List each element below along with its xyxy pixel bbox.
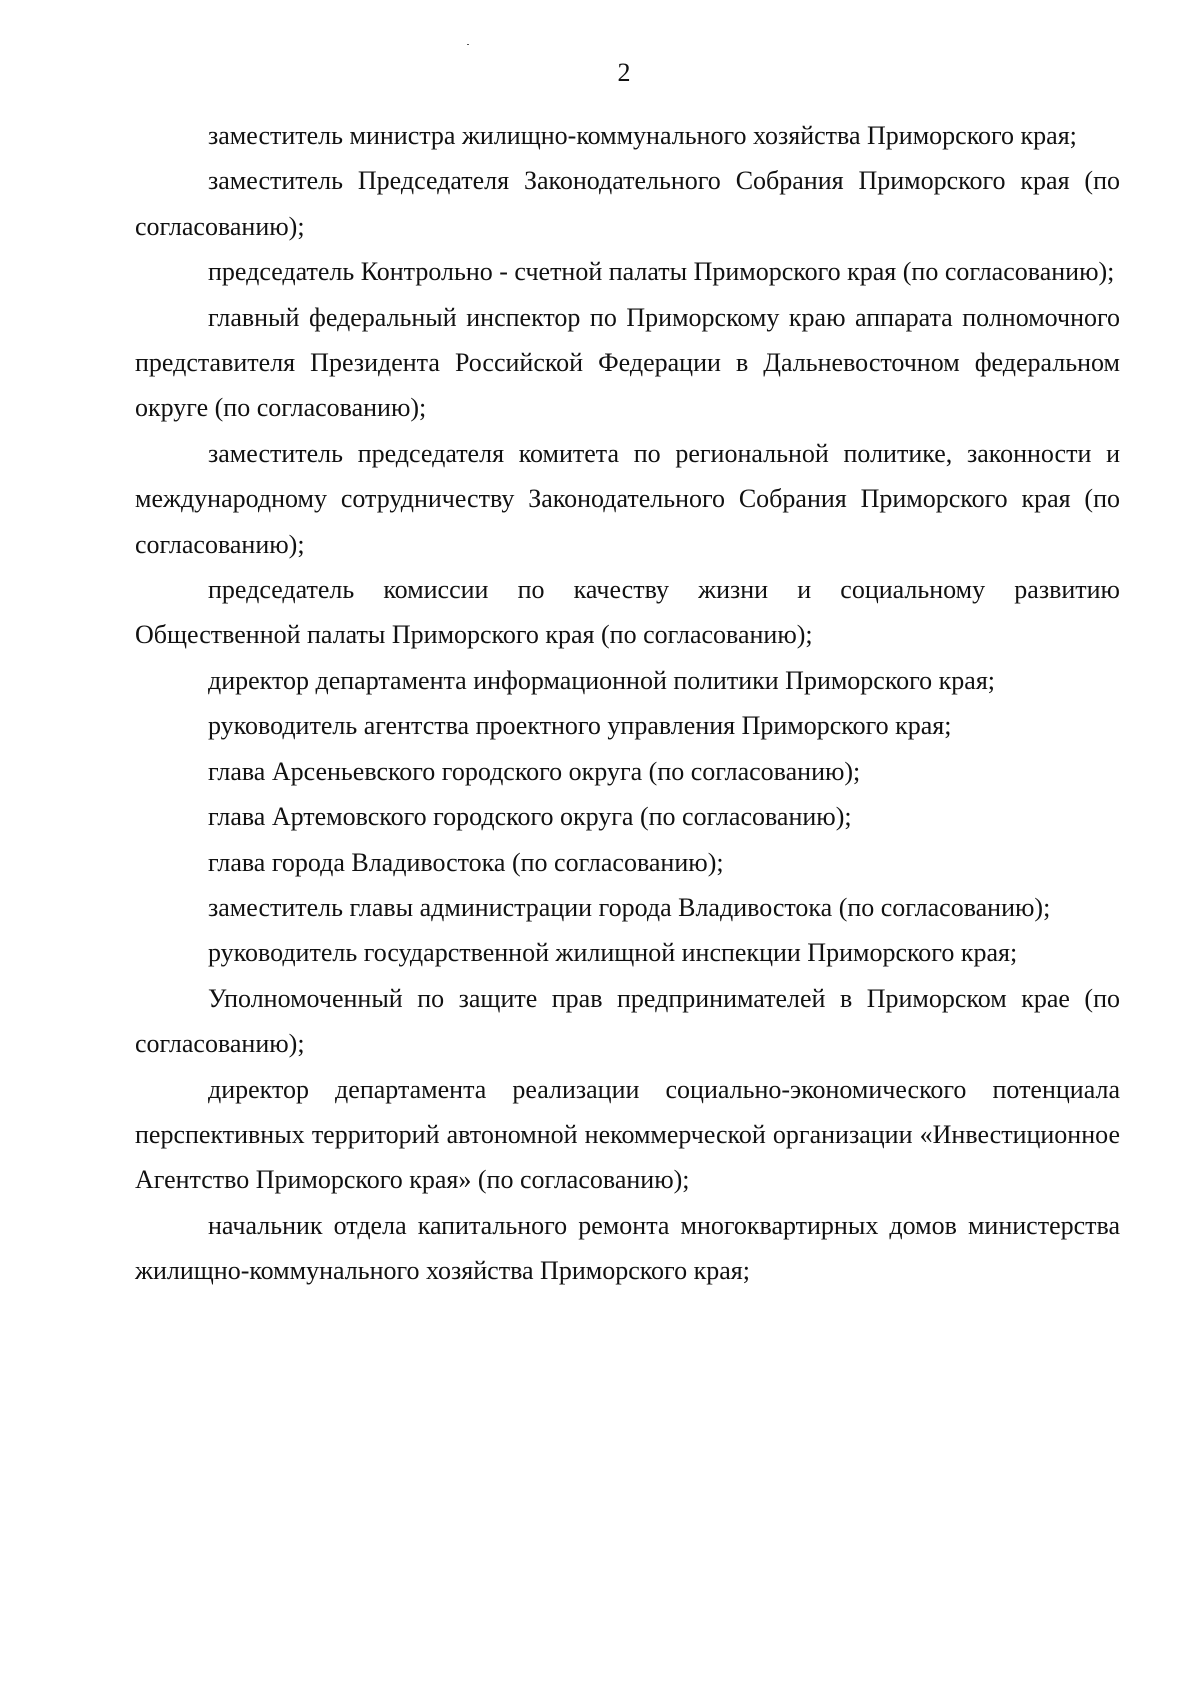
list-item: директор департамента информационной политики Приморского края; <box>208 665 996 695</box>
list-item: заместитель Председателя Законодательного Собрания Приморского края (по согласованию); <box>135 166 1120 241</box>
list-item: заместитель министра жилищно-коммунального хозяйства Приморского края; <box>208 121 1077 150</box>
page-number: 2 <box>617 58 631 87</box>
list-item: глава Арсеньевского городского округа (по согласованию); <box>208 756 861 786</box>
list-item: заместитель главы администрации города Владивостока (по согласованию); <box>208 892 1051 922</box>
list-item: Уполномоченный по защите прав предпринимателей в Приморском крае (по согласованию); <box>135 983 1120 1059</box>
list-item: директор департамента реализации социально-экономического потенциала перспективных территорий автономной некоммерческой организации «Инвестиционное Агентство Приморского края» (по согласованию); <box>135 1074 1120 1195</box>
list-item: руководитель агентства проектного управления Приморского края; <box>208 711 952 741</box>
list-item: председатель комиссии по качеству жизни и социальному развитию Общественной палаты Приморского края (по согласованию); <box>135 575 1120 650</box>
list-item: глава Артемовского городского округа (по согласованию); <box>208 802 852 832</box>
member-list <box>135 113 1120 1294</box>
list-item: главный федеральный инспектор по Приморскому краю аппарата полномочного представителя Президента Российской Федерации в Дальневосточном федеральном округе (по согласованию); <box>135 302 1120 423</box>
list-item: руководитель государственной жилищной инспекции Приморского края; <box>208 938 1018 968</box>
list-item: заместитель председателя комитета по региональной политике, законности и международному сотрудничеству Законодательного Собрания Приморского края (по согласованию); <box>135 438 1120 559</box>
scan-speck <box>467 44 469 45</box>
list-item: начальник отдела капитального ремонта многоквартирных домов министерства жилищно-коммунального хозяйства Приморского края; <box>135 1210 1120 1286</box>
list-item: председатель Контрольно - счетной палаты Приморского края (по согласованию); <box>208 257 1115 287</box>
list-item: глава города Владивостока (по согласованию); <box>208 847 724 877</box>
